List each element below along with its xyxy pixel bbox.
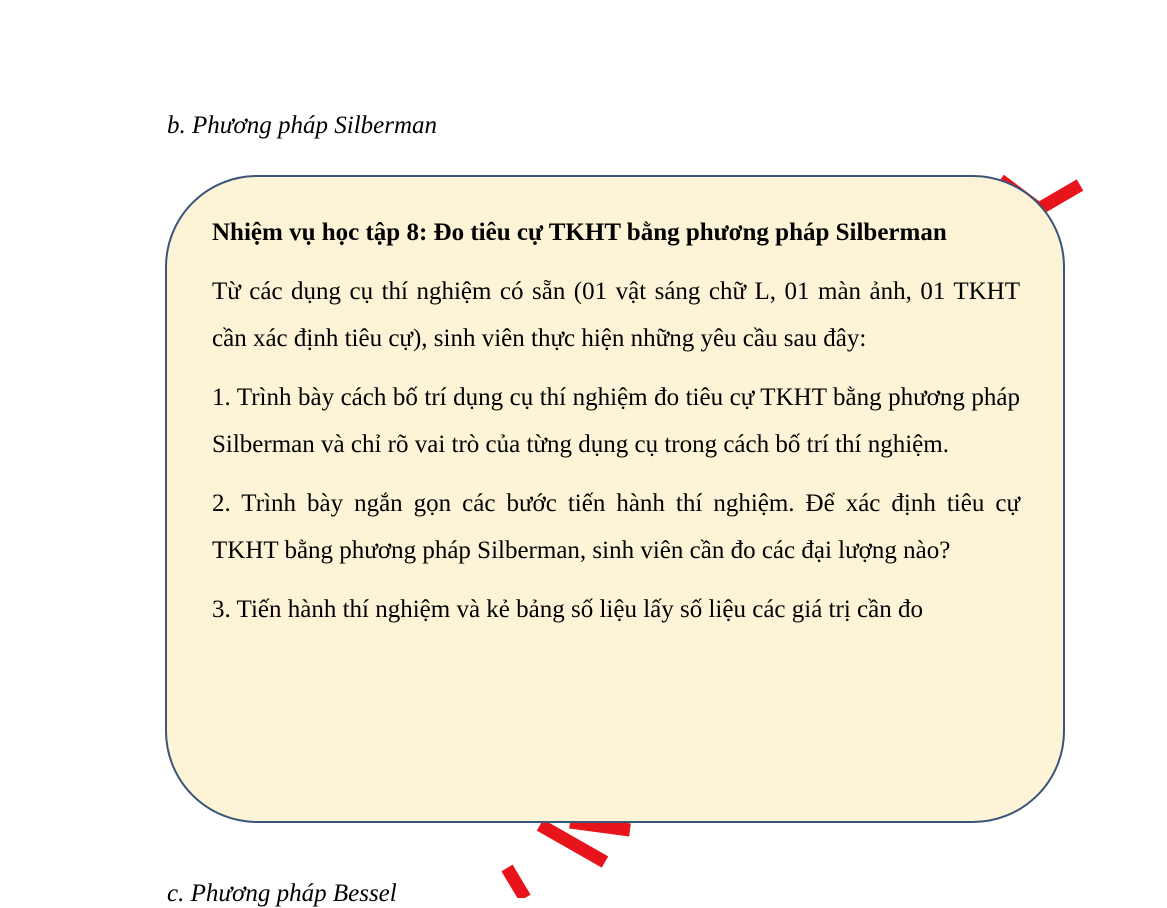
task-card (165, 175, 1065, 823)
task-item-3: 3. Tiến hành thí nghiệm và kẻ bảng số liệu lấy số liệu các giá trị cần đo (212, 596, 923, 623)
task-item-2: 2. Trình bày ngắn gọn các bước tiến hành thí nghiệm. Để xác định tiêu cự TKHT bằng phương pháp Silberman, sinh viên cần đo các đại lượng nào? (212, 490, 1020, 564)
next-section-heading: c. Phương pháp Bessel (167, 880, 397, 907)
task-title: Nhiệm vụ học tập 8: Đo tiêu cự TKHT bằng phương pháp Silberman (212, 219, 947, 246)
task-card-content (212, 209, 1020, 645)
task-item-1: 1. Trình bày cách bố trí dụng cụ thí nghiệm đo tiêu cự TKHT bằng phương pháp Silberman và chỉ rõ vai trò của từng dụng cụ trong cách bố trí thí nghiệm. (212, 384, 1020, 458)
task-intro: Từ các dụng cụ thí nghiệm có sẵn (01 vật sáng chữ L, 01 màn ảnh, 01 TKHT cần xác định tiêu cự), sinh viên thực hiện những yêu cầu sau đây: (212, 278, 1020, 352)
section-heading: b. Phương pháp Silberman (167, 112, 438, 139)
